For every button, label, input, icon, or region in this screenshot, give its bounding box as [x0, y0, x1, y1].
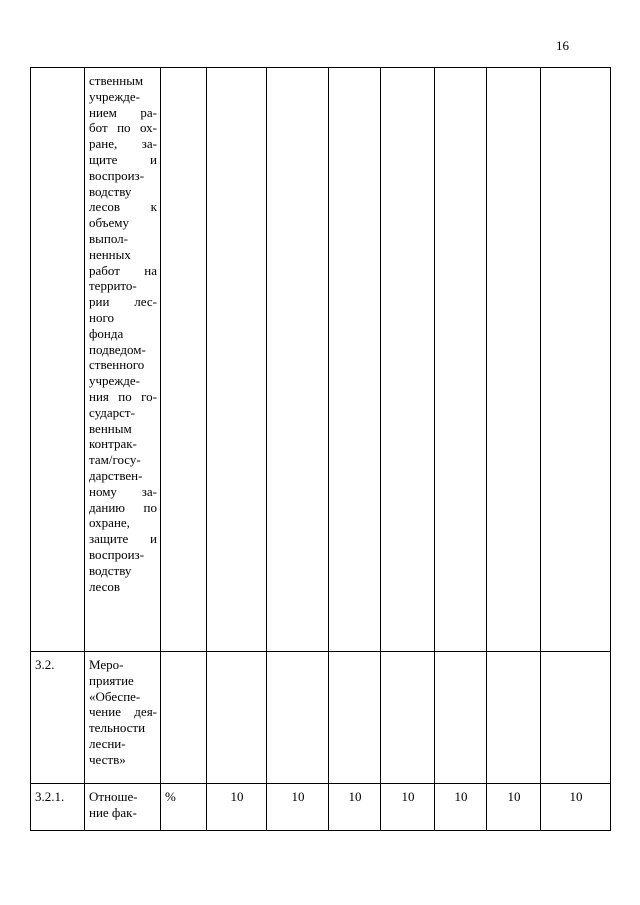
name-line: Меро-: [89, 657, 124, 672]
row-value-cell: [435, 68, 487, 652]
name-line: венным: [89, 420, 132, 436]
name-line: бот по ох-: [89, 120, 157, 136]
row-value-cell: [207, 652, 267, 784]
row-value-cell: [381, 652, 435, 784]
row-name-cell: [85, 784, 161, 831]
row-value-cell: [487, 652, 541, 784]
row-value-cell: [435, 652, 487, 784]
name-line: водству: [89, 562, 132, 578]
row-value-cell: 10: [435, 784, 487, 831]
name-line: «Обеспе-: [89, 688, 141, 704]
row-value-cell: [541, 68, 611, 652]
name-line: рии лес-: [89, 294, 157, 310]
row-value-cell: [267, 652, 329, 784]
name-line: щите и: [89, 151, 157, 167]
name-line: ния по го-: [89, 388, 157, 404]
name-line: защите и: [89, 531, 157, 547]
name-line: объему: [89, 215, 130, 231]
row-value-cell: 10: [381, 784, 435, 831]
name-line: контрак-: [89, 436, 137, 452]
name-line: охране,: [89, 515, 130, 531]
page-number: 16: [556, 38, 569, 53]
table-row: [31, 784, 611, 831]
name-line: ного: [89, 309, 114, 325]
table-row: [31, 68, 611, 652]
name-line: приятие: [89, 672, 134, 688]
row-value-cell: [541, 652, 611, 784]
row-value-cell: [381, 68, 435, 652]
row-unit-cell: [161, 652, 207, 784]
name-line: ние фак-: [89, 804, 137, 820]
row-value-cell: [207, 68, 267, 652]
name-line: честв»: [89, 751, 126, 767]
row-value-cell: [329, 68, 381, 652]
indicators-table: [30, 67, 611, 831]
row-value-cell: 10: [329, 784, 381, 831]
name-line: воспроиз-: [89, 546, 145, 562]
row-value-cell: 10: [487, 784, 541, 831]
table-row: [31, 652, 611, 784]
row-unit-cell: [161, 68, 207, 652]
name-line: водству: [89, 183, 132, 199]
name-line: чение дея-: [89, 704, 157, 720]
name-line: данию по: [89, 499, 157, 515]
row-name-cell: [85, 652, 161, 784]
name-line: подведом-: [89, 341, 146, 357]
row-value-cell: 10: [207, 784, 267, 831]
name-line: там/госу-: [89, 452, 141, 468]
row-value-cell: [267, 68, 329, 652]
row-value-cell: [329, 652, 381, 784]
name-line: нием ра-: [89, 104, 157, 120]
row-code-cell: [31, 68, 85, 652]
name-line: сударст-: [89, 404, 135, 420]
table-body: [31, 68, 611, 831]
row-code-cell: 3.2.: [31, 652, 85, 784]
row-name-cell: [85, 68, 161, 652]
row-unit-cell: %: [161, 784, 207, 831]
name-line: лесов к: [89, 199, 157, 215]
name-line: ственным: [89, 73, 144, 88]
name-line: учрежде-: [89, 88, 141, 104]
name-line: ственного: [89, 357, 145, 373]
name-line: террито-: [89, 278, 137, 294]
row-code-cell: 3.2.1.: [31, 784, 85, 831]
name-line: Отноше-: [89, 789, 138, 804]
name-line: фонда: [89, 325, 124, 341]
name-line: дарствен-: [89, 467, 143, 483]
row-value-cell: 10: [541, 784, 611, 831]
name-line: выпол-: [89, 230, 128, 246]
name-line: учрежде-: [89, 373, 141, 389]
name-line: ненных: [89, 246, 131, 262]
name-line: тельности: [89, 720, 146, 736]
name-line: ране, за-: [89, 136, 157, 152]
name-line: лесни-: [89, 735, 126, 751]
row-value-cell: [487, 68, 541, 652]
name-line: воспроиз-: [89, 167, 145, 183]
row-value-cell: 10: [267, 784, 329, 831]
name-line: лесов: [89, 578, 120, 594]
name-line: ному за-: [89, 483, 157, 499]
name-line: работ на: [89, 262, 157, 278]
